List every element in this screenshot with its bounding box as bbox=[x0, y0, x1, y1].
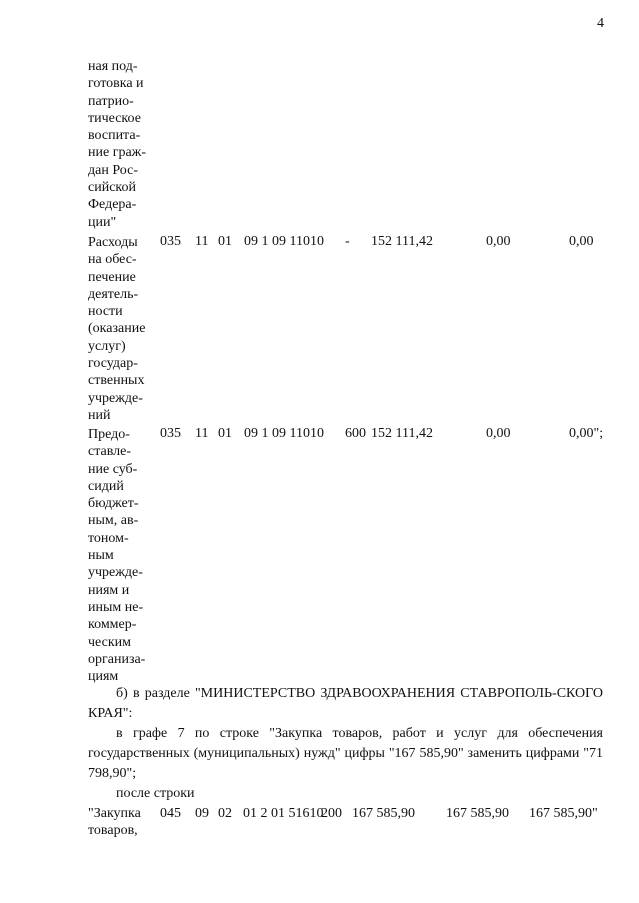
cell-admin-code: 035 bbox=[160, 426, 181, 441]
cell-target-article: 09 1 09 11010 bbox=[244, 234, 324, 249]
cell-subsection: 01 bbox=[218, 426, 232, 441]
table-row-procurement bbox=[0, 805, 639, 823]
cell-subsection: 01 bbox=[218, 234, 232, 249]
page-number: 4 bbox=[597, 16, 604, 31]
row-name-line: печение bbox=[88, 269, 136, 285]
cell-amount-2: 0,00 bbox=[486, 426, 511, 441]
cell-admin-code: 035 bbox=[160, 234, 181, 249]
row-name-line: сийской bbox=[88, 180, 136, 196]
cell-name-line-2: товаров, bbox=[88, 823, 138, 838]
row-name-subsidies bbox=[88, 426, 158, 685]
row-name-line: учрежде- bbox=[88, 390, 143, 406]
row-name-line: (оказание bbox=[88, 321, 146, 337]
row-name-line: ставле- bbox=[88, 444, 132, 460]
row-name-line: ным bbox=[88, 548, 114, 564]
paragraph-column-7: в графе 7 по строке "Закупка товаров, работ и услуг для обеспечения государственных (муниципальных) нужд" цифры "167 585,90" заменить цифрами "71 798,90"; bbox=[88, 726, 603, 781]
cell-section: 11 bbox=[195, 234, 209, 249]
row-name-line: тическое bbox=[88, 110, 141, 126]
row-name-line: Федера- bbox=[88, 197, 137, 213]
cell-subsection: 02 bbox=[218, 806, 232, 821]
row-name-line: деятель- bbox=[88, 286, 139, 302]
cell-amount-1: 152 111,42 bbox=[371, 234, 433, 249]
cell-target-article: 01 2 01 51610 bbox=[243, 806, 324, 821]
cell-expense-type: - bbox=[345, 234, 350, 249]
row-name-line: циям bbox=[88, 669, 119, 685]
row-name-line: ным, ав- bbox=[88, 513, 139, 529]
cell-amount-3: 167 585,90" bbox=[529, 806, 598, 821]
row-name-line: на обес- bbox=[88, 252, 137, 268]
table-row-expenses bbox=[0, 233, 639, 251]
row-name-line: ниям и bbox=[88, 582, 130, 598]
row-name-line: дан Рос- bbox=[88, 162, 138, 178]
row-name-line: воспита- bbox=[88, 128, 141, 144]
row-name-line: патрио- bbox=[88, 93, 134, 109]
row-name-line: Предо- bbox=[88, 427, 130, 442]
row-name-line: Расходы bbox=[88, 235, 138, 250]
row-name-line: учрежде- bbox=[88, 565, 143, 581]
row-name-line: ственных bbox=[88, 373, 145, 389]
cell-section: 11 bbox=[195, 426, 209, 441]
row-name-line: сидий bbox=[88, 478, 124, 494]
row-name-line: ная под- bbox=[88, 59, 138, 74]
row-name-line: организа- bbox=[88, 651, 146, 667]
cell-admin-code: 045 bbox=[160, 806, 181, 821]
row-name-line: ние суб- bbox=[88, 461, 138, 477]
cell-amount-3: 0,00 bbox=[569, 234, 594, 249]
row-name-line: ности bbox=[88, 304, 123, 320]
row-name-line: бюджет- bbox=[88, 496, 139, 512]
row-name-line: ческим bbox=[88, 634, 131, 650]
cell-amount-2: 167 585,90 bbox=[446, 806, 509, 821]
table-row-subsidies bbox=[0, 425, 639, 443]
cell-amount-1: 152 111,42 bbox=[371, 426, 433, 441]
row-name-line: ний bbox=[88, 407, 111, 423]
cell-expense-type: 200 bbox=[321, 806, 342, 821]
row-name-line: ции" bbox=[88, 214, 117, 230]
cell-name-line-1: "Закупка bbox=[88, 806, 141, 821]
cell-target-article: 09 1 09 11010 bbox=[244, 426, 324, 441]
row-name-line: готовка и bbox=[88, 76, 144, 92]
row-name-line: услуг) bbox=[88, 338, 126, 354]
row-name-line: иным не- bbox=[88, 599, 144, 615]
cell-section: 09 bbox=[195, 806, 209, 821]
row-name-line: государ- bbox=[88, 356, 138, 372]
cell-amount-3: 0,00"; bbox=[569, 426, 604, 441]
row-name-line: тоном- bbox=[88, 530, 129, 546]
row-name-line: ние граж- bbox=[88, 145, 146, 161]
row-name-continuation bbox=[88, 58, 158, 231]
cell-expense-type: 600 bbox=[345, 426, 366, 441]
paragraph-section-b: б) в разделе "МИНИСТЕРСТВО ЗДРАВООХРАНЕНИЯ СТАВРОПОЛЬ-СКОГО КРАЯ": bbox=[88, 686, 603, 721]
cell-amount-2: 0,00 bbox=[486, 234, 511, 249]
table-row-procurement-cont bbox=[0, 822, 639, 840]
row-name-expenses bbox=[88, 234, 158, 424]
cell-amount-1: 167 585,90 bbox=[352, 806, 415, 821]
row-name-line: коммер- bbox=[88, 617, 137, 633]
paragraph-after-row: после строки bbox=[116, 786, 195, 801]
